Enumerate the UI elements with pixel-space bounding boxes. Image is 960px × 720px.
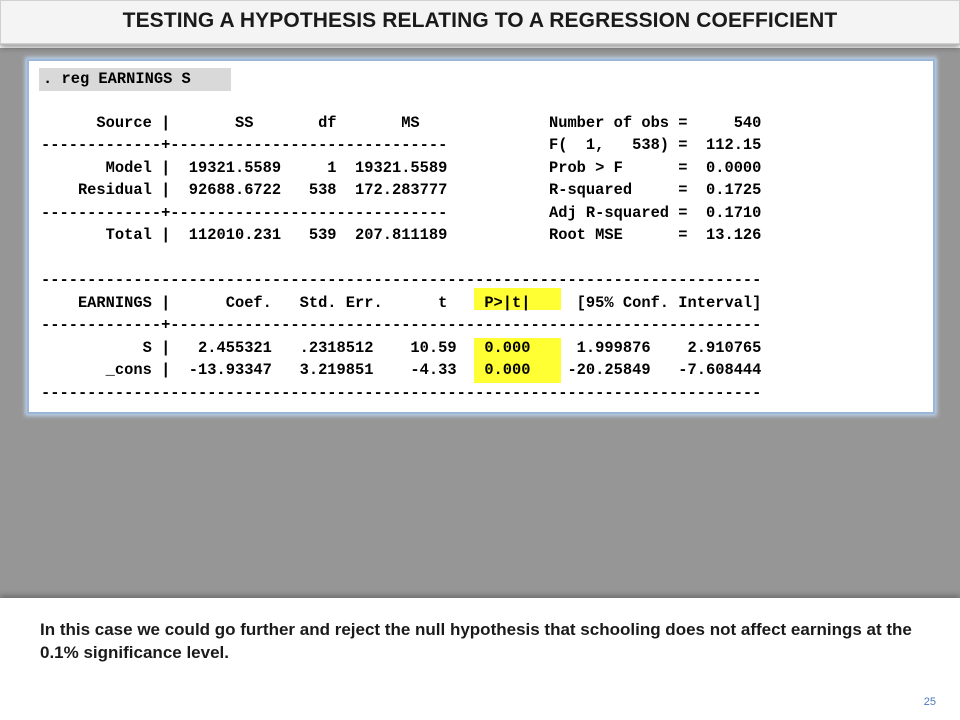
slide-title-bar xyxy=(0,0,960,45)
coef-bottom-rule: ------------------------------------------------------------------------------ xyxy=(41,384,762,402)
slide-title: TESTING A HYPOTHESIS RELATING TO A REGRESSION COEFFICIENT xyxy=(122,9,838,32)
anova-model-row: Model | 19321.5589 1 19321.5589 Prob > F = 0.0000 xyxy=(41,159,762,177)
slide-caption: In this case we could go further and reject the null hypothesis that schooling does not affect earnings at the 0.1% significance level. xyxy=(40,620,912,662)
anova-header-row: Source | SS df MS Number of obs = 540 xyxy=(41,114,762,132)
anova-residual-row: Residual | 92688.6722 538 172.283777 R-squared = 0.1725 xyxy=(41,181,762,199)
coef-row-cons: _cons | -13.93347 3.219851 -4.33 0.000 -20.25849 -7.608444 xyxy=(41,361,762,379)
coef-header-row: EARNINGS | Coef. Std. Err. t P>|t| [95% Conf. Interval] xyxy=(41,294,762,312)
anova-total-row: Total | 112010.231 539 207.811189 Root MSE = 13.126 xyxy=(41,226,762,244)
coef-top-rule: ------------------------------------------------------------------------------ xyxy=(41,271,762,289)
stata-command: . reg EARNINGS S xyxy=(39,68,231,91)
page-number: 25 xyxy=(923,696,936,708)
anova-separator-row: -------------+------------------------------ F( 1, 538) = 112.15 xyxy=(41,136,762,154)
caption-area xyxy=(0,598,960,720)
coef-separator-row: -------------+---------------------------------------------------------------- xyxy=(41,316,762,334)
anova-separator-row-2: -------------+------------------------------ Adj R-squared = 0.1710 xyxy=(41,204,762,222)
coef-row-s: S | 2.455321 .2318512 10.59 0.000 1.999876 2.910765 xyxy=(41,339,762,357)
stata-output-panel xyxy=(27,59,935,414)
